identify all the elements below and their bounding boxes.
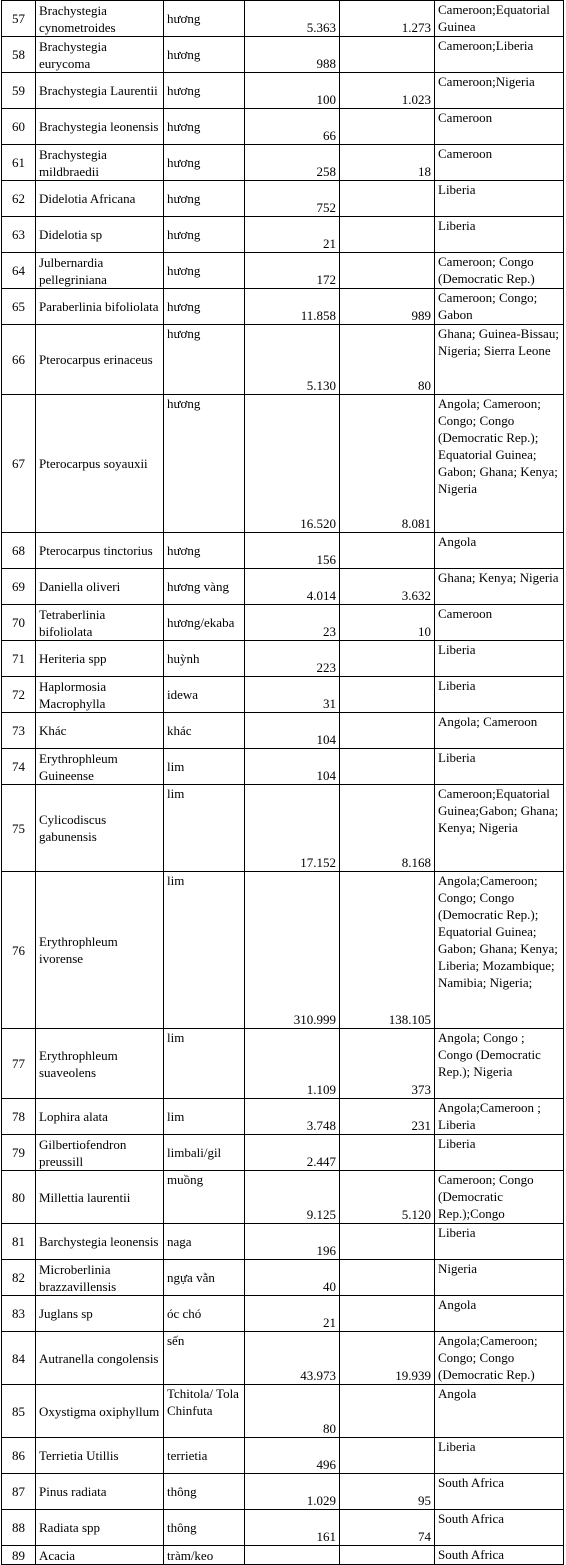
species-name-cell: Pterocarpus soyauxii [36, 395, 164, 533]
table-row [2, 325, 564, 395]
wood-type-cell: hương [164, 181, 245, 217]
wood-type-cell: hương [164, 253, 245, 289]
row-number-cell: 60 [2, 109, 36, 145]
value-1-cell: 4.014 [245, 569, 340, 605]
countries-cell: Cameroon [435, 145, 564, 181]
table-row [2, 1474, 564, 1510]
row-number-cell: 72 [2, 677, 36, 713]
row-number-cell: 81 [2, 1224, 36, 1260]
table-row [2, 641, 564, 677]
value-1-cell: 104 [245, 749, 340, 785]
value-1-cell: 156 [245, 533, 340, 569]
wood-type-cell: limbali/gil [164, 1135, 245, 1171]
countries-cell: Liberia [435, 1224, 564, 1260]
countries-cell: Angola [435, 1385, 564, 1438]
value-2-cell [340, 109, 435, 145]
wood-type-cell: khác [164, 713, 245, 749]
row-number-cell: 57 [2, 1, 36, 37]
value-1-cell: 9.125 [245, 1171, 340, 1224]
row-number-cell: 87 [2, 1474, 36, 1510]
row-number-cell: 84 [2, 1332, 36, 1385]
countries-cell: Cameroon [435, 109, 564, 145]
wood-type-cell: hương [164, 37, 245, 73]
value-1-cell: 16.520 [245, 395, 340, 533]
table-row [2, 395, 564, 533]
countries-cell: Ghana; Kenya; Nigeria [435, 569, 564, 605]
value-1-cell: 5.363 [245, 1, 340, 37]
table-row [2, 713, 564, 749]
countries-cell: Nigeria [435, 1260, 564, 1296]
species-name-cell: Brachystegia mildbraedii [36, 145, 164, 181]
value-1-cell: 1.029 [245, 1474, 340, 1510]
countries-cell: Angola;Cameroon ; Liberia [435, 1099, 564, 1135]
table-row [2, 289, 564, 325]
wood-type-cell: lim [164, 749, 245, 785]
table-row [2, 1510, 564, 1546]
table-body [2, 1, 564, 1565]
wood-type-cell: lim [164, 1099, 245, 1135]
species-name-cell: Terrietia Utillis [36, 1438, 164, 1474]
row-number-cell: 85 [2, 1385, 36, 1438]
value-1-cell: 23 [245, 605, 340, 641]
value-1-cell: 80 [245, 1385, 340, 1438]
value-1-cell: 21 [245, 1296, 340, 1332]
countries-cell: Angola; Cameroon; Congo; Congo (Democratic Rep.); Equatorial Guinea; Gabon; Ghana; Kenya; Nigeria [435, 395, 564, 533]
value-2-cell [340, 217, 435, 253]
species-name-cell: Erythrophleum suaveolens [36, 1029, 164, 1099]
value-1-cell: 104 [245, 713, 340, 749]
countries-cell: Liberia [435, 217, 564, 253]
species-name-cell: Didelotia sp [36, 217, 164, 253]
table-row [2, 1438, 564, 1474]
table-row [2, 677, 564, 713]
wood-type-cell: huỳnh [164, 641, 245, 677]
row-number-cell: 61 [2, 145, 36, 181]
value-1-cell: 1.109 [245, 1029, 340, 1099]
wood-type-cell: hương [164, 1, 245, 37]
species-name-cell: Pterocarpus tinctorius [36, 533, 164, 569]
species-name-cell: Pterocarpus erinaceus [36, 325, 164, 395]
countries-cell: Cameroon;Equatorial Guinea;Gabon; Ghana; Kenya; Nigeria [435, 785, 564, 872]
timber-species-table [1, 0, 564, 1565]
species-name-cell: Paraberlinia bifoliolata [36, 289, 164, 325]
row-number-cell: 65 [2, 289, 36, 325]
value-1-cell: 310.999 [245, 872, 340, 1029]
wood-type-cell: hương [164, 325, 245, 395]
row-number-cell: 82 [2, 1260, 36, 1296]
wood-type-cell: terrietia [164, 1438, 245, 1474]
value-2-cell: 1.023 [340, 73, 435, 109]
species-name-cell: Autranella congolensis [36, 1332, 164, 1385]
table-row [2, 872, 564, 1029]
countries-cell: Liberia [435, 181, 564, 217]
countries-cell: Angola;Cameroon; Congo; Congo (Democratic Rep.); Equatorial Guinea; Gabon; Ghana; Kenya; Liberia; Mozambique; Namibia; Nigeria; [435, 872, 564, 1029]
value-2-cell [340, 677, 435, 713]
row-number-cell: 58 [2, 37, 36, 73]
wood-type-cell: muồng [164, 1171, 245, 1224]
row-number-cell: 76 [2, 872, 36, 1029]
row-number-cell: 86 [2, 1438, 36, 1474]
value-2-cell [340, 641, 435, 677]
species-name-cell: Millettia laurentii [36, 1171, 164, 1224]
species-name-cell: Brachystegia cynometroides [36, 1, 164, 37]
species-name-cell: Erythrophleum ivorense [36, 872, 164, 1029]
wood-type-cell: hương [164, 533, 245, 569]
table-row [2, 181, 564, 217]
countries-cell: Angola;Cameroon; Congo; Congo (Democratic Rep.) [435, 1332, 564, 1385]
wood-type-cell: lim [164, 785, 245, 872]
table-row [2, 1296, 564, 1332]
species-name-cell: Khác [36, 713, 164, 749]
wood-type-cell: hương [164, 217, 245, 253]
row-number-cell: 80 [2, 1171, 36, 1224]
table-row [2, 1332, 564, 1385]
countries-cell: Liberia [435, 1135, 564, 1171]
table-row [2, 1, 564, 37]
wood-type-cell: hương [164, 395, 245, 533]
value-1-cell: 496 [245, 1438, 340, 1474]
species-name-cell: Radiata spp [36, 1510, 164, 1546]
species-name-cell: Microberlinia brazzavillensis [36, 1260, 164, 1296]
row-number-cell: 67 [2, 395, 36, 533]
table-row [2, 1385, 564, 1438]
countries-cell: Angola [435, 1296, 564, 1332]
countries-cell: Liberia [435, 677, 564, 713]
value-1-cell: 988 [245, 37, 340, 73]
species-name-cell: Lophira alata [36, 1099, 164, 1135]
wood-type-cell: hương/ekaba [164, 605, 245, 641]
table-row [2, 533, 564, 569]
wood-type-cell: hương [164, 109, 245, 145]
countries-cell: Cameroon; Congo (Democratic Rep.);Congo [435, 1171, 564, 1224]
value-1-cell: 223 [245, 641, 340, 677]
wood-type-cell: thông [164, 1510, 245, 1546]
value-1-cell: 172 [245, 253, 340, 289]
countries-cell: Angola; Cameroon [435, 713, 564, 749]
row-number-cell: 89 [2, 1546, 36, 1565]
value-2-cell: 19.939 [340, 1332, 435, 1385]
value-1-cell: 21 [245, 217, 340, 253]
table-row [2, 253, 564, 289]
row-number-cell: 88 [2, 1510, 36, 1546]
countries-cell: South Africa [435, 1546, 564, 1565]
value-2-cell [340, 253, 435, 289]
value-1-cell: 100 [245, 73, 340, 109]
wood-type-cell: hương vàng [164, 569, 245, 605]
row-number-cell: 68 [2, 533, 36, 569]
row-number-cell: 77 [2, 1029, 36, 1099]
value-1-cell: 40 [245, 1260, 340, 1296]
table-row [2, 569, 564, 605]
value-2-cell: 138.105 [340, 872, 435, 1029]
row-number-cell: 69 [2, 569, 36, 605]
value-1-cell: 5.130 [245, 325, 340, 395]
value-2-cell: 10 [340, 605, 435, 641]
species-name-cell: Juglans sp [36, 1296, 164, 1332]
countries-cell: Angola; Congo ; Congo (Democratic Rep.); Nigeria [435, 1029, 564, 1099]
row-number-cell: 66 [2, 325, 36, 395]
countries-cell: South Africa [435, 1510, 564, 1546]
value-1-cell: 161 [245, 1510, 340, 1546]
countries-cell: Liberia [435, 749, 564, 785]
row-number-cell: 75 [2, 785, 36, 872]
value-2-cell: 8.168 [340, 785, 435, 872]
value-2-cell [340, 1224, 435, 1260]
value-2-cell: 1.273 [340, 1, 435, 37]
countries-cell: Angola [435, 533, 564, 569]
table-row [2, 1029, 564, 1099]
species-name-cell: Erythrophleum Guineense [36, 749, 164, 785]
wood-type-cell: Tchitola/ Tola Chinfuta [164, 1385, 245, 1438]
row-number-cell: 62 [2, 181, 36, 217]
wood-type-cell: hương [164, 289, 245, 325]
table-row [2, 749, 564, 785]
value-2-cell: 231 [340, 1099, 435, 1135]
countries-cell: Cameroon;Equatorial Guinea [435, 1, 564, 37]
value-1-cell: 3.748 [245, 1099, 340, 1135]
value-2-cell [340, 749, 435, 785]
value-2-cell [340, 1135, 435, 1171]
value-1-cell: 31 [245, 677, 340, 713]
wood-type-cell: óc chó [164, 1296, 245, 1332]
table-row [2, 785, 564, 872]
countries-cell: Cameroon;Nigeria [435, 73, 564, 109]
table-row [2, 1099, 564, 1135]
wood-type-cell: tràm/keo [164, 1546, 245, 1565]
value-1-cell: 43.973 [245, 1332, 340, 1385]
table-row [2, 217, 564, 253]
wood-type-cell: naga [164, 1224, 245, 1260]
row-number-cell: 59 [2, 73, 36, 109]
row-number-cell: 78 [2, 1099, 36, 1135]
row-number-cell: 64 [2, 253, 36, 289]
wood-type-cell: sến [164, 1332, 245, 1385]
value-2-cell: 74 [340, 1510, 435, 1546]
value-2-cell: 373 [340, 1029, 435, 1099]
row-number-cell: 71 [2, 641, 36, 677]
countries-cell: Liberia [435, 641, 564, 677]
value-2-cell: 5.120 [340, 1171, 435, 1224]
wood-type-cell: thông [164, 1474, 245, 1510]
species-name-cell: Barchystegia leonensis [36, 1224, 164, 1260]
value-2-cell [340, 1385, 435, 1438]
value-2-cell: 8.081 [340, 395, 435, 533]
species-name-cell: Heriteria spp [36, 641, 164, 677]
species-name-cell: Oxystigma oxiphyllum [36, 1385, 164, 1438]
value-1-cell: 2.447 [245, 1135, 340, 1171]
wood-type-cell: ngựa vằn [164, 1260, 245, 1296]
value-1-cell: 66 [245, 109, 340, 145]
wood-type-cell: hương [164, 145, 245, 181]
species-name-cell: Tetraberlinia bifoliolata [36, 605, 164, 641]
value-1-cell: 196 [245, 1224, 340, 1260]
species-name-cell: Acacia [36, 1546, 164, 1565]
row-number-cell: 79 [2, 1135, 36, 1171]
value-2-cell: 80 [340, 325, 435, 395]
value-2-cell: 3.632 [340, 569, 435, 605]
value-2-cell [340, 1260, 435, 1296]
value-1-cell: 11.858 [245, 289, 340, 325]
countries-cell: Cameroon;Liberia [435, 37, 564, 73]
species-name-cell: Pinus radiata [36, 1474, 164, 1510]
value-2-cell: 989 [340, 289, 435, 325]
value-2-cell [340, 181, 435, 217]
row-number-cell: 73 [2, 713, 36, 749]
value-1-cell: 752 [245, 181, 340, 217]
wood-type-cell: lim [164, 1029, 245, 1099]
species-name-cell: Julbernardia pellegriniana [36, 253, 164, 289]
species-name-cell: Brachystegia Laurentii [36, 73, 164, 109]
species-name-cell: Brachystegia eurycoma [36, 37, 164, 73]
countries-cell: Cameroon; Congo (Democratic Rep.) [435, 253, 564, 289]
value-2-cell [340, 37, 435, 73]
value-1-cell: 258 [245, 145, 340, 181]
value-2-cell [340, 533, 435, 569]
value-2-cell: 18 [340, 145, 435, 181]
wood-type-cell: idewa [164, 677, 245, 713]
value-2-cell [340, 713, 435, 749]
value-2-cell [340, 1296, 435, 1332]
countries-cell: Cameroon [435, 605, 564, 641]
table-row [2, 145, 564, 181]
table-row [2, 605, 564, 641]
table-row [2, 37, 564, 73]
wood-type-cell: hương [164, 73, 245, 109]
countries-cell: Liberia [435, 1438, 564, 1474]
table-row [2, 1135, 564, 1171]
value-2-cell: 95 [340, 1474, 435, 1510]
row-number-cell: 70 [2, 605, 36, 641]
row-number-cell: 74 [2, 749, 36, 785]
species-name-cell: Cylicodiscus gabunensis [36, 785, 164, 872]
countries-cell: Ghana; Guinea-Bissau; Nigeria; Sierra Leone [435, 325, 564, 395]
table-row [2, 1260, 564, 1296]
table-row [2, 73, 564, 109]
countries-cell: South Africa [435, 1474, 564, 1510]
species-name-cell: Brachystegia leonensis [36, 109, 164, 145]
row-number-cell: 63 [2, 217, 36, 253]
species-name-cell: Haplormosia Macrophylla [36, 677, 164, 713]
species-name-cell: Daniella oliveri [36, 569, 164, 605]
countries-cell: Cameroon; Congo; Gabon [435, 289, 564, 325]
value-2-cell [340, 1438, 435, 1474]
value-1-cell: 17.152 [245, 785, 340, 872]
table-row [2, 1171, 564, 1224]
species-name-cell: Gilbertiofendron preussill [36, 1135, 164, 1171]
table-row [2, 1224, 564, 1260]
wood-type-cell: lim [164, 872, 245, 1029]
table-row [2, 109, 564, 145]
species-name-cell: Didelotia Africana [36, 181, 164, 217]
row-number-cell: 83 [2, 1296, 36, 1332]
